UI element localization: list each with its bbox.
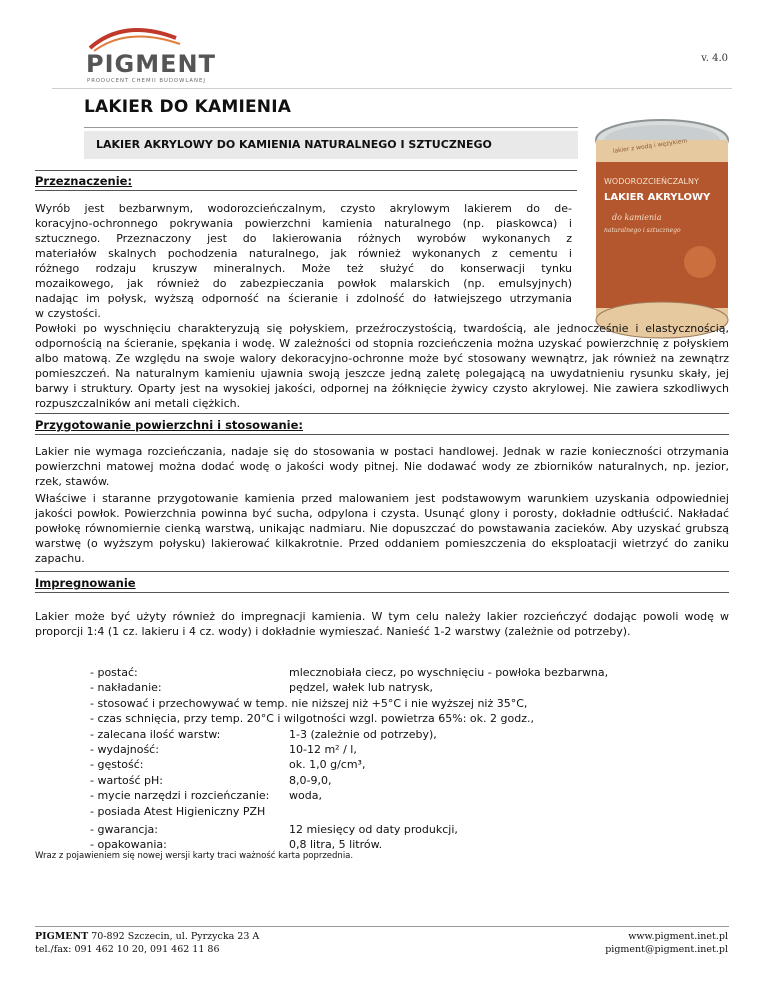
purpose-line-top bbox=[35, 170, 577, 171]
footer-address bbox=[35, 930, 259, 956]
purpose-line: różnego rodzaju kruszyw mineralnych. Może też służyć do konserwacji tynku bbox=[35, 262, 572, 275]
footer-divider bbox=[35, 926, 729, 927]
version-note: Wraz z pojawieniem się nowej wersji karty traci ważność karta poprzednia. bbox=[35, 851, 354, 861]
spec-value: mlecznobiała ciecz, po wyschnięciu - powłoka bezbarwna, bbox=[289, 666, 609, 679]
subtitle-box bbox=[84, 131, 578, 159]
purpose-line: nadając im połysk, wyższą odporność na ścieranie i zdolność do łatwiejszego utrzymania bbox=[35, 292, 572, 305]
can-label-line4: naturalnego i sztucznego bbox=[604, 227, 681, 234]
impregnation-paragraph-text: Lakier może być użyty również do impregnacji kamienia. W tym celu należy lakier rozcieńczyć dodając powoli wodę w proporcji 1:4 (1 cz. lakieru i 4 cz. wody) i dokładnie wymieszać. Nanieść 1-2 warstwy (zależnie od potrzeby). bbox=[35, 610, 729, 638]
impregnation-line-top bbox=[35, 571, 729, 572]
logo-text: PIGMENT bbox=[86, 50, 216, 78]
preparation-paragraph-2 bbox=[35, 491, 729, 566]
spec-label: - gęstość: bbox=[90, 758, 144, 772]
preparation-line-bottom bbox=[35, 434, 729, 435]
spec-label: - nakładanie: bbox=[90, 681, 162, 695]
company-logo bbox=[84, 24, 216, 86]
can-label-line1: WODOROZCIEŃCZALNY bbox=[604, 177, 699, 186]
impregnation-paragraph bbox=[35, 609, 729, 639]
purpose-line: Wyrób jest bezbarwnym, wodorozcieńczalnym, czysto akrylowym lakierem do de- bbox=[35, 202, 572, 215]
purpose-line: mozaikowego, jak również do zabezpieczania powłok malarskich (np. emulsyjnych) bbox=[35, 277, 572, 290]
spec-value: 10-12 m² / l, bbox=[289, 743, 357, 756]
logo-subtitle: PRODUCENT CHEMII BUDOWLANEJ bbox=[87, 78, 206, 84]
header-divider bbox=[52, 88, 732, 89]
version-label: v. 4.0 bbox=[701, 53, 728, 64]
spec-label: - stosować i przechowywać w temp. nie niższej niż +5°C i nie wyższej niż 35°C, bbox=[90, 696, 528, 710]
spec-label: - posiada Atest Higieniczny PZH bbox=[90, 804, 266, 818]
spec-value: ok. 1,0 g/cm³, bbox=[289, 758, 366, 772]
title-divider bbox=[84, 127, 578, 128]
purpose-paragraph-1 bbox=[35, 201, 572, 321]
footer-address-line bbox=[35, 930, 259, 943]
spec-value: woda, bbox=[289, 789, 322, 803]
purpose-paragraph-2 bbox=[35, 321, 729, 411]
purpose-line: w czystości. bbox=[35, 307, 101, 320]
purpose-line: materiałów skalnych pochodzenia naturalnego, jak również wykonanych z cementu i bbox=[35, 247, 572, 260]
spec-value: 8,0-9,0, bbox=[289, 773, 332, 787]
spec-label: - wydajność: bbox=[90, 743, 159, 756]
footer-contact bbox=[605, 930, 728, 956]
preparation-line-top bbox=[35, 413, 729, 414]
spec-label: - mycie narzędzi i rozcieńczanie: bbox=[90, 789, 270, 803]
purpose-heading: Przeznaczenie: bbox=[35, 174, 133, 188]
purpose-line: koracyjno-ochronnego pokrywania powierzchni kamienia naturalnego (np. piaskowca) i bbox=[35, 217, 572, 230]
spec-value: 12 miesięcy od daty produkcji, bbox=[289, 823, 458, 836]
footer-company: PIGMENT bbox=[35, 931, 89, 942]
product-can-image bbox=[582, 112, 742, 344]
footer-website-link[interactable]: www.pigment.inet.pl bbox=[628, 931, 728, 942]
impregnation-line-bottom bbox=[35, 592, 729, 593]
lid-text: lakier z wodą i wężykiem bbox=[612, 137, 688, 155]
spec-label: - wartość pH: bbox=[90, 773, 164, 787]
footer-phone: tel./fax: 091 462 10 20, 091 462 11 86 bbox=[35, 944, 220, 955]
purpose-line: sztucznego. Przeznaczony jest do lakierowania różnych wyrobów wykonanych z bbox=[35, 232, 572, 245]
spec-label: - opakowania: bbox=[90, 838, 167, 852]
spec-label: - postać: bbox=[90, 666, 138, 679]
footer-email-link[interactable]: pigment@pigment.inet.pl bbox=[605, 944, 728, 955]
impregnation-heading: Impregnowanie bbox=[35, 576, 136, 590]
can-label-line3: do kamienia bbox=[612, 213, 662, 222]
spec-label: - gwarancja: bbox=[90, 823, 158, 836]
spec-label: - zalecana ilość warstw: bbox=[90, 727, 221, 741]
purpose-line-bottom bbox=[35, 190, 577, 191]
preparation-paragraph-1-text: Lakier nie wymaga rozcieńczania, nadaje się do stosowania w postaci handlowej. Jednak w razie konieczności otrzymania powierzchni matowej można dodać wodę o jakości wody pitnej. Nie dodawać wody ze zbiorników naturalnych, np. jezior, rzek, stawów. bbox=[35, 445, 729, 488]
can-label-line2: LAKIER AKRYLOWY bbox=[604, 192, 711, 203]
preparation-heading: Przygotowanie powierzchni i stosowanie: bbox=[35, 418, 303, 432]
preparation-paragraph-2-text: Właściwe i staranne przygotowanie kamienia przed malowaniem jest podstawowym warunkiem uzyskania odpowiedniej jakości powłok. Powierzchnia powinna być sucha, odpylona i czysta. Usunąć glony i porosty, dokładnie odtłuścić. Nakładać powłokę równomiernie cienką warstwą, unikając nadmiaru. Nie dopuszczać do powstawania zacieków. Aby uzyskać grubszą warstwę (o wyższym połysku) lakierować kilkakrotnie. Przed oddaniem pomieszczenia do eksploatacji wietrzyć do zaniku zapachu. bbox=[35, 492, 729, 565]
spec-value: 1-3 (zależnie od potrzeby), bbox=[289, 727, 437, 741]
spec-value: pędzel, wałek lub natrysk, bbox=[289, 681, 433, 695]
page-title: LAKIER DO KAMIENIA bbox=[84, 97, 292, 117]
spec-label: - czas schnięcia, przy temp. 20°C i wilgotności wzgl. powietrza 65%: ok. 2 godz., bbox=[90, 712, 534, 726]
footer-street: 70-892 Szczecin, ul. Pyrzycka 23 A bbox=[91, 931, 260, 942]
preparation-paragraph-1 bbox=[35, 444, 729, 489]
spec-value: 0,8 litra, 5 litrów. bbox=[289, 838, 383, 852]
page-subtitle: LAKIER AKRYLOWY DO KAMIENIA NATURALNEGO I SZTUCZNEGO bbox=[96, 138, 492, 151]
purpose-paragraph-2-text: Powłoki po wyschnięciu charakteryzują się połyskiem, przeźroczystością, twardością, ale jednocześnie i elastycznością, odpornością na ścieranie, spękania i wodę. W zależności od stopnia rozcieńczenia można uzyskać powierzchnię z połyskiem albo matową. Ze względu na swoje walory dekoracyjno-ochronne może być stosowany wewnątrz, jak również na zewnątrz pomieszczeń. Na naturalnym kamieniu ujawnia swoją jeszcze jedną zaletę polegającą na uwydatnieniu rysunku skały, jej barwy i struktury. Oparty jest na wysokiej jakości, odpornej na żółknięcie żywicy czysto akrylowej. Nie zawiera szkodliwych rozpuszczalników ani metali ciężkich. bbox=[35, 322, 729, 410]
